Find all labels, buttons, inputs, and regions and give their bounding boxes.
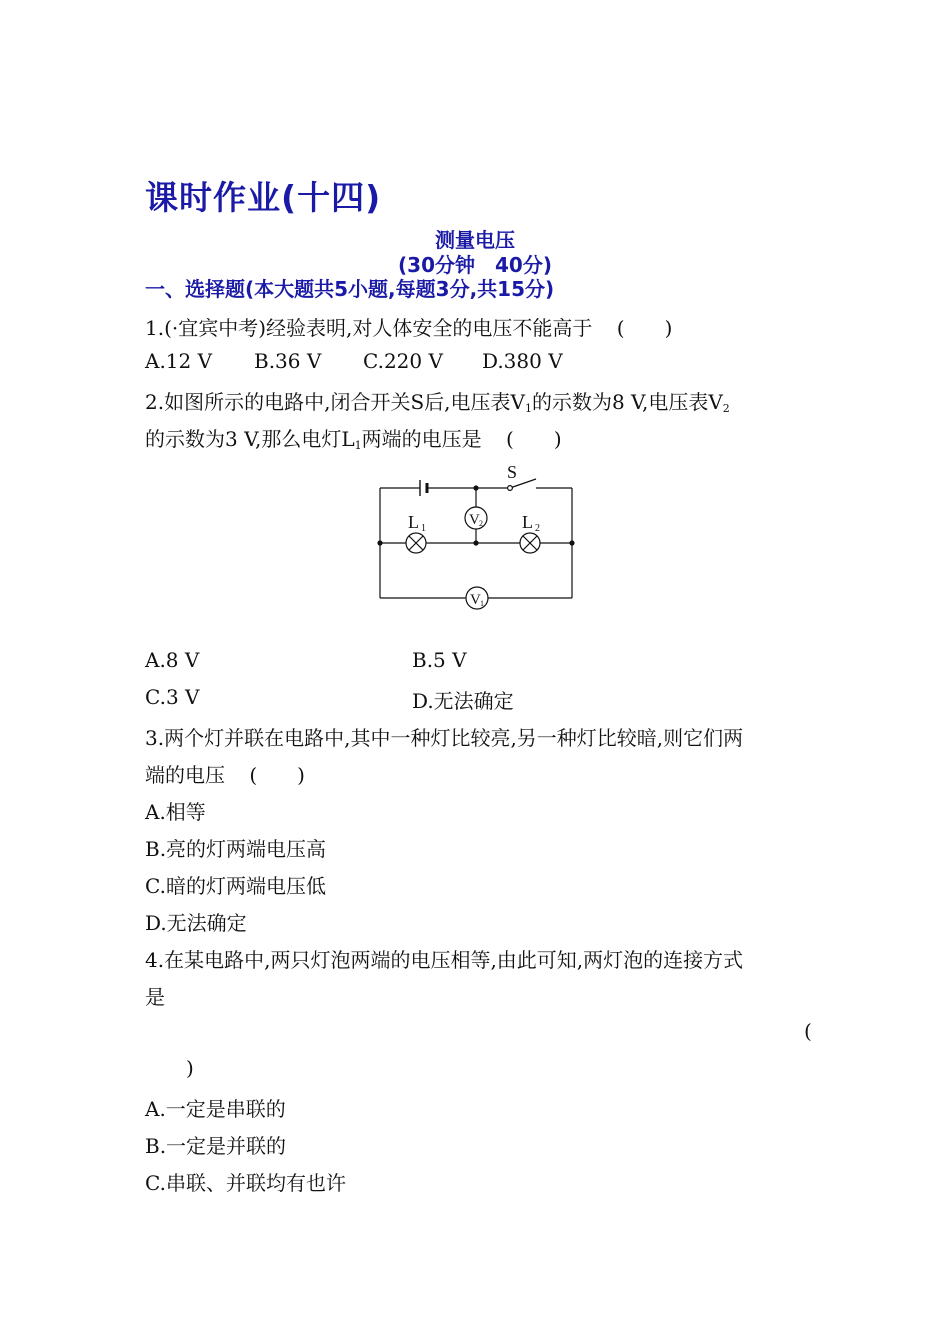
question-3-stem-line1: 3.两个灯并联在电路中,其中一种灯比较亮,另一种灯比较暗,则它们两: [145, 726, 744, 750]
voltmeter-v2-label: V: [469, 512, 480, 528]
lamp-l1-subscript: 1: [421, 523, 426, 534]
option-a: A.8 V: [145, 648, 200, 672]
option-a: A.一定是串联的: [145, 1097, 286, 1121]
question-2-stem-line1: [145, 386, 730, 415]
option-b: B.一定是并联的: [145, 1134, 287, 1158]
voltmeter-v1-subscript: 1: [480, 599, 484, 608]
question-3-stem-line2: [145, 759, 305, 788]
switch-contact: [508, 486, 513, 491]
answer-blank: ( ): [616, 316, 673, 340]
voltmeter-v2-subscript: 2: [479, 519, 483, 528]
lamp-l2-subscript: 2: [535, 523, 540, 534]
junction-dot: [569, 540, 574, 545]
switch-label: S: [507, 462, 518, 482]
voltmeter-v1-label: V: [470, 592, 481, 608]
option-a: A.相等: [145, 800, 206, 824]
question-2-text-b: 的示数为8 V,电压表V: [531, 390, 723, 414]
option-b: B.亮的灯两端电压高: [145, 837, 327, 861]
option-d: D.380 V: [482, 349, 563, 373]
answer-blank-close: ): [186, 1056, 194, 1080]
lamp-l1-label: L: [408, 512, 419, 532]
option-b: B.36 V: [254, 349, 322, 373]
answer-blank: ( ): [249, 763, 305, 787]
answer-blank-open: (: [804, 1019, 812, 1043]
page-subtitle: 测量电压: [435, 228, 515, 252]
question-2-text-a: 2.如图所示的电路中,闭合开关S后,电压表V: [145, 390, 525, 414]
subscript: 1: [524, 402, 532, 415]
option-c: C.串联、并联均有也许: [145, 1171, 346, 1195]
option-c: C.220 V: [363, 349, 443, 373]
question-2-text-c: 的示数为3 V,那么电灯L: [145, 427, 355, 451]
subscript: 2: [722, 402, 730, 415]
junction-dot: [473, 540, 478, 545]
page-title: 课时作业(十四): [145, 178, 382, 217]
question-2-text-d: 两端的电压是: [361, 427, 482, 451]
option-d: D.无法确定: [412, 689, 514, 713]
option-d: D.无法确定: [145, 911, 247, 935]
junction-dot: [377, 540, 382, 545]
question-3-text: 端的电压: [145, 763, 225, 787]
option-b: B.5 V: [412, 648, 467, 672]
question-4-stem-line2: 是: [145, 985, 165, 1009]
lamp-l2-label: L: [522, 512, 533, 532]
question-4-stem-line1: 4.在某电路中,两只灯泡两端的电压相等,由此可知,两灯泡的连接方式: [145, 948, 744, 972]
circuit-diagram: [370, 462, 582, 614]
question-2-stem-line2: [145, 423, 562, 452]
time-score: (30分钟 40分): [398, 253, 552, 277]
answer-blank: ( ): [506, 427, 562, 451]
question-1-text: 1.(·宜宾中考)经验表明,对人体安全的电压不能高于: [145, 316, 593, 340]
subscript: 1: [354, 439, 362, 452]
section-heading: 一、选择题(本大题共5小题,每题3分,共15分): [145, 277, 555, 301]
option-c: C.暗的灯两端电压低: [145, 874, 326, 898]
question-1-stem: [145, 312, 672, 341]
option-c: C.3 V: [145, 685, 200, 709]
option-a: A.12 V: [145, 349, 213, 373]
junction-dot: [473, 485, 478, 490]
